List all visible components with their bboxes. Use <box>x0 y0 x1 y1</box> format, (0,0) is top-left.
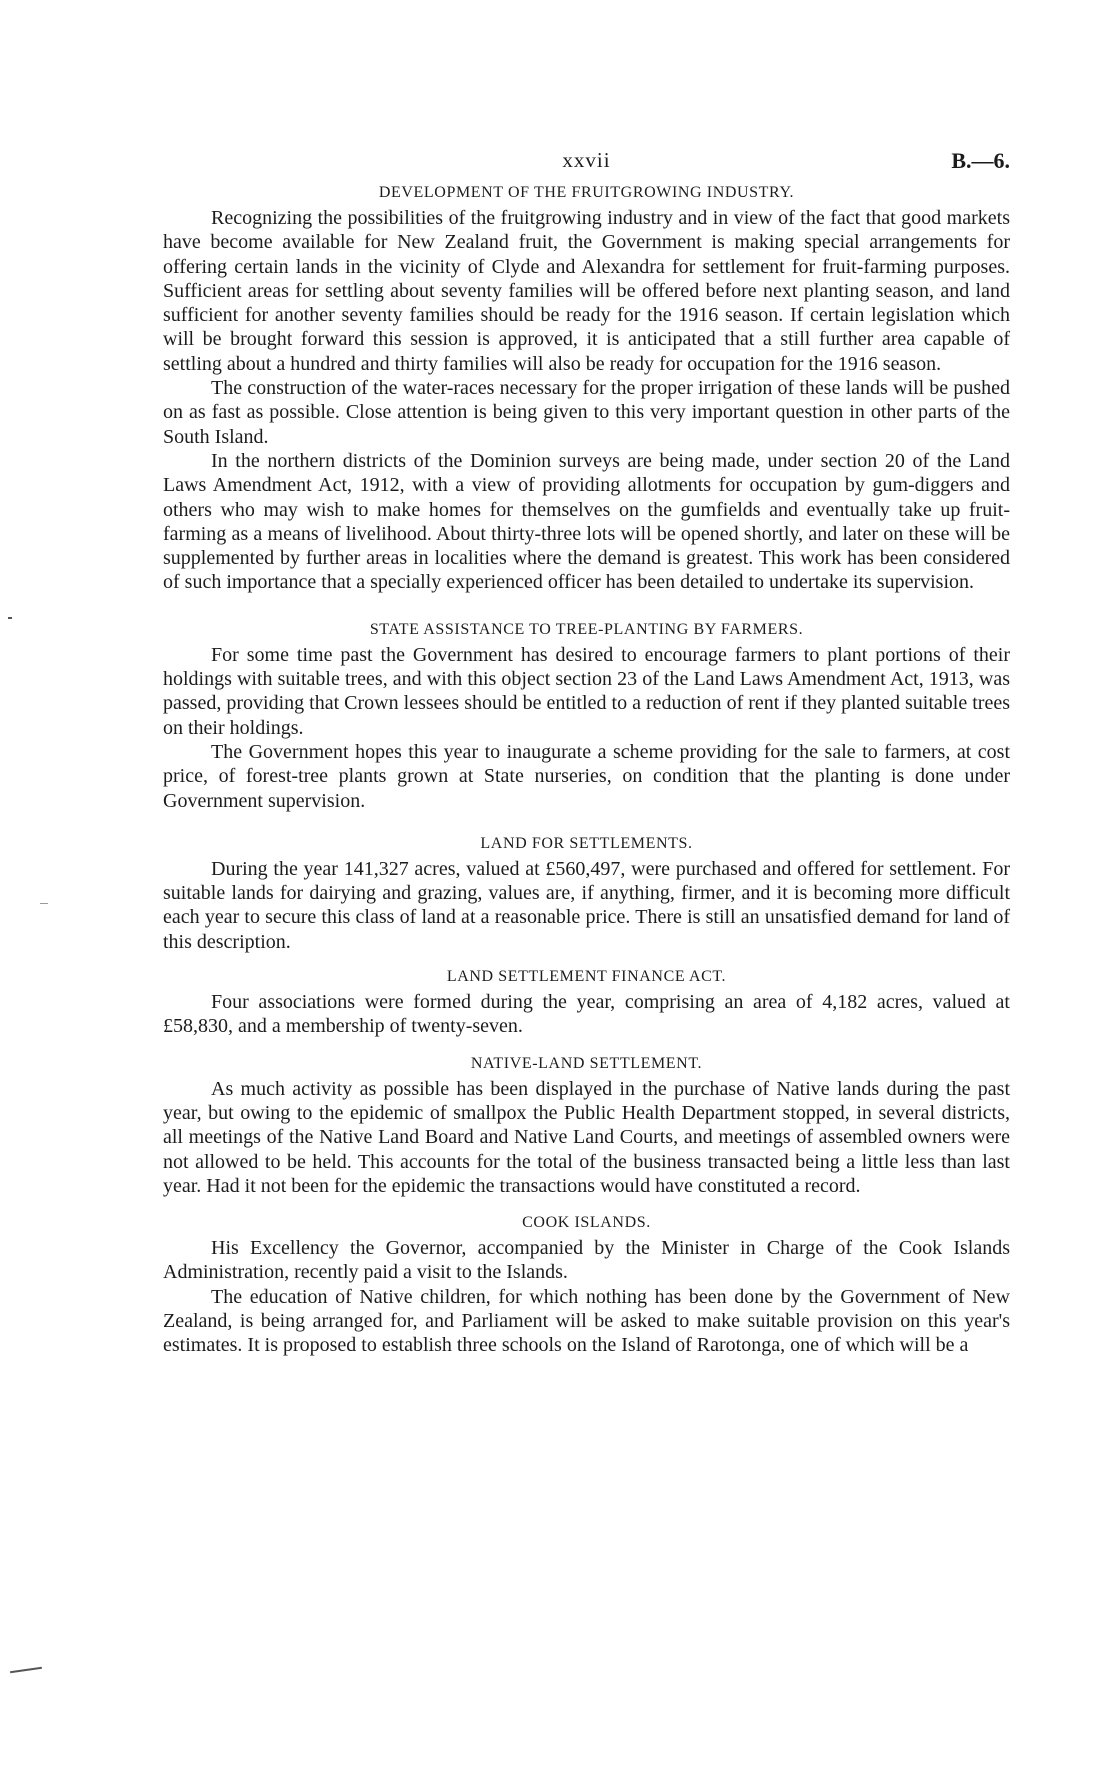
paragraph: The education of Native children, for which nothing has been done by the Government of New Zealand, is being arranged for, and Parliament will be asked to make suitable provision on this year's estimates. It is proposed to establish three schools on the Island of Rarotonga, one of which will be a <box>163 1285 1010 1357</box>
paragraph: The construction of the water-races necessary for the proper irrigation of these lands will be pushed on as fast as possible. Close attention is being given to this very important question in other parts of the South Island. <box>163 377 1010 448</box>
section-heading: DEVELOPMENT OF THE FRUITGROWING INDUSTRY. <box>378 184 795 201</box>
section-finance-act <box>163 966 1010 1039</box>
paragraph: Recognizing the possibilities of the fruitgrowing industry and in view of the fact that good markets have become available for New Zealand fruit, the Government is making special arrangements for offering certain lands in the vicinity of Clyde and Alexandra for settlement for fruit-farming purposes. Sufficient areas for settling about seventy families will be offered before next planting season, and land sufficient for another seventy families should be ready for the 1916 season. If certain legislation which will be brought forward this session is approved, it is anticipated that a still further area capable of settling about a hundred and thirty families will also be ready for occupation for the 1916 season. <box>163 207 1010 375</box>
page-number: xxvii <box>562 148 611 172</box>
document-page <box>163 148 1010 1358</box>
section-heading: COOK ISLANDS. <box>522 1214 651 1232</box>
paragraph: The Government hopes this year to inaugurate a scheme providing for the sale to farmers, at cost price, of forest-tree plants grown at State nurseries, on condition that the planting is done under Government supervision. <box>163 740 1010 812</box>
paragraph: In the northern districts of the Dominion surveys are being made, under section 20 of the Land Laws Amendment Act, 1912, with a view of providing allotments for occupation by gum-diggers and others who may wish to make homes for themselves on the gumfields and eventually take up fruit-farming as a means of livelihood. About thirty-three lots will be opened shortly, and later on these will be supplemented by further areas in localities where the demand is greatest. This work has been considered of such importance that a specially experienced officer has been detailed to undertake its supervision. <box>163 449 1010 594</box>
scan-mark <box>10 1667 42 1673</box>
paragraph: Four associations were formed during the year, comprising an area of 4,182 acres, valued at £58,830, and a membership of twenty-seven. <box>163 991 1010 1038</box>
section-tree-planting <box>163 619 1010 813</box>
paragraph: During the year 141,327 acres, valued at £560,497, were purchased and offered for settlement. For suitable lands for dairying and grazing, values are, if anything, firmer, and it is becoming more difficult each year to secure this class of land at a reasonable price. There is still an unsatisfied demand for land of this description. <box>163 857 1010 953</box>
scan-mark <box>40 903 48 904</box>
section-heading: NATIVE-LAND SETTLEMENT. <box>470 1054 703 1072</box>
paragraph: As much activity as possible has been displayed in the purchase of Native lands during the past year, but owing to the epidemic of smallpox the Public Health Department stopped, in several districts, all meetings of the Native Land Board and Native Land Courts, and meetings of assembled owners were not allowed to be held. This accounts for the total of the business transacted being a little less than last year. Had it not been for the epidemic the transactions would have constituted a record. <box>163 1077 1010 1197</box>
section-land-for-settlements <box>163 833 1010 954</box>
section-native-land <box>163 1053 1010 1198</box>
section-heading: STATE ASSISTANCE TO TREE-PLANTING BY FARMERS. <box>369 620 804 638</box>
page-header <box>163 148 1010 178</box>
paragraph: For some time past the Government has desired to encourage farmers to plant portions of their holdings with suitable trees, and with this object section 23 of the Land Laws Amendment Act, 1913, was passed, providing that Crown lessees should be entitled to a reduction of rent if they planted suitable trees on their holdings. <box>163 643 1010 739</box>
paragraph: His Excellency the Governor, accompanied by the Minister in Charge of the Cook Islands Administration, recently paid a visit to the Islands. <box>163 1237 1010 1284</box>
document-reference: B.—6. <box>951 148 1010 173</box>
section-heading: LAND FOR SETTLEMENTS. <box>480 834 693 852</box>
section-heading: LAND SETTLEMENT FINANCE ACT. <box>446 968 727 986</box>
scan-mark <box>8 617 12 619</box>
section-fruitgrowing <box>163 182 1010 595</box>
section-cook-islands <box>163 1212 1010 1357</box>
